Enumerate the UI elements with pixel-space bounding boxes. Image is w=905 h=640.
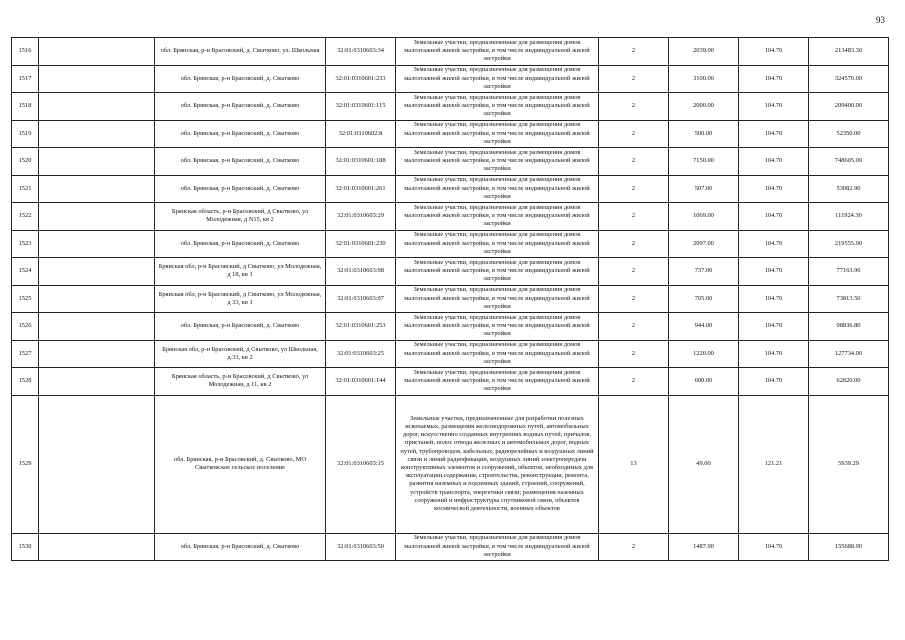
rate-cell: 104.70 (739, 258, 809, 286)
table-row (12, 65, 889, 93)
blank-cell (39, 203, 155, 231)
table-row (12, 230, 889, 258)
row-number: 1521 (12, 175, 39, 203)
land-use-purpose-cell: Земельные участки, предназначенные для размещения домов малоэтажной жилой застройки, в том числе индивидуальной жилой застройки (396, 285, 599, 313)
cadastral-value-cell: 52350.00 (809, 120, 889, 148)
rate-cell: 121.21 (739, 395, 809, 533)
table-row (12, 395, 889, 533)
table-row (12, 38, 889, 66)
row-number: 1518 (12, 93, 39, 121)
blank-cell (39, 38, 155, 66)
table-row (12, 148, 889, 176)
land-use-purpose-cell: Земельные участки, предназначенные для размещения домов малоэтажной жилой застройки, в том числе индивидуальной жилой застройки (396, 340, 599, 368)
category-cell: 2 (599, 340, 669, 368)
row-number: 1530 (12, 533, 39, 561)
area-cell: 1487.00 (669, 533, 739, 561)
address-cell: обл. Брянская, р-н Брасовский, д. Свытково, ул. Школьная (155, 38, 326, 66)
area-cell: 3100.00 (669, 65, 739, 93)
rate-cell: 104.70 (739, 120, 809, 148)
land-parcels-table (11, 37, 889, 561)
category-cell: 2 (599, 65, 669, 93)
category-cell: 2 (599, 258, 669, 286)
address-cell: обл. Брянская, р-н Брасовский, д. Свытково (155, 120, 326, 148)
rate-cell: 104.70 (739, 38, 809, 66)
area-cell: 2097.00 (669, 230, 739, 258)
category-cell: 2 (599, 368, 669, 396)
area-cell: 2000.00 (669, 93, 739, 121)
cadastral-value-cell: 73813.50 (809, 285, 889, 313)
cadastral-value-cell: 219555.90 (809, 230, 889, 258)
category-cell: 2 (599, 285, 669, 313)
row-number: 1528 (12, 368, 39, 396)
cadastral-number-cell: 32:01:0310601:261 (326, 175, 396, 203)
category-cell: 13 (599, 395, 669, 533)
table-row (12, 120, 889, 148)
address-cell: Брянская обл, р-н Брасовский, д Свытково, ул Школьная, д.33, кв 2 (155, 340, 326, 368)
address-cell: обл. Брянская, р-н Брасовский, д. Свытково (155, 175, 326, 203)
cadastral-number-cell: 32:01:0310603:25 (326, 340, 396, 368)
cadastral-number-cell: 32:01:0310601:253 (326, 313, 396, 341)
blank-cell (39, 175, 155, 203)
cadastral-number-cell: 32:01:0310601:115 (326, 93, 396, 121)
land-use-purpose-cell: Земельные участки, предназначенные для размещения домов малоэтажной жилой застройки, в том числе индивидуальной жилой застройки (396, 65, 599, 93)
table-row (12, 533, 889, 561)
blank-cell (39, 368, 155, 396)
land-use-purpose-cell: Земельные участки, предназначенные для размещения домов малоэтажной жилой застройки, в том числе индивидуальной жилой застройки (396, 175, 599, 203)
blank-cell (39, 313, 155, 341)
land-use-purpose-cell: Земельные участки, предназначенные для размещения домов малоэтажной жилой застройки, в том числе индивидуальной жилой застройки (396, 93, 599, 121)
row-number: 1524 (12, 258, 39, 286)
address-cell: Брянская область, р-н Брасовский, д Свытково, ул Молодежная, д N15, кв 2 (155, 203, 326, 231)
area-cell: 500.00 (669, 120, 739, 148)
table-row (12, 175, 889, 203)
land-use-purpose-cell: Земельные участки, предназначенные для размещения домов малоэтажной жилой застройки, в том числе индивидуальной жилой застройки (396, 148, 599, 176)
land-use-purpose-cell: Земельные участки, предназначенные для размещения домов малоэтажной жилой застройки, в том числе индивидуальной жилой застройки (396, 368, 599, 396)
land-use-purpose-cell: Земельные участки, предназначенные для размещения домов малоэтажной жилой застройки, в том числе индивидуальной жилой застройки (396, 313, 599, 341)
cadastral-value-cell: 748605.00 (809, 148, 889, 176)
row-number: 1519 (12, 120, 39, 148)
cadastral-number-cell: 32:01:0310603:50 (326, 533, 396, 561)
rate-cell: 104.70 (739, 93, 809, 121)
rate-cell: 104.70 (739, 230, 809, 258)
cadastral-value-cell: 53082.90 (809, 175, 889, 203)
blank-cell (39, 285, 155, 313)
table-row (12, 340, 889, 368)
area-cell: 507.00 (669, 175, 739, 203)
address-cell: обл. Брянская, р-н Брасовский, д. Свытково (155, 148, 326, 176)
rate-cell: 104.70 (739, 368, 809, 396)
cadastral-number-cell: 32:01:0310602:8 (326, 120, 396, 148)
land-use-purpose-cell: Земельные участки, предназначенные для размещения домов малоэтажной жилой застройки, в том числе индивидуальной жилой застройки (396, 230, 599, 258)
blank-cell (39, 533, 155, 561)
cadastral-value-cell: 77163.90 (809, 258, 889, 286)
cadastral-value-cell: 5939.29 (809, 395, 889, 533)
blank-cell (39, 230, 155, 258)
table-row (12, 313, 889, 341)
cadastral-number-cell: 32:01:0310601:188 (326, 148, 396, 176)
category-cell: 2 (599, 313, 669, 341)
table-row (12, 93, 889, 121)
cadastral-value-cell: 155688.90 (809, 533, 889, 561)
cadastral-value-cell: 209400.00 (809, 93, 889, 121)
category-cell: 2 (599, 230, 669, 258)
cadastral-number-cell: 32:01:0310603:15 (326, 395, 396, 533)
rate-cell: 104.70 (739, 340, 809, 368)
rate-cell: 104.70 (739, 65, 809, 93)
cadastral-value-cell: 62820.00 (809, 368, 889, 396)
rate-cell: 104.70 (739, 313, 809, 341)
cadastral-number-cell: 32:01:0310603:98 (326, 258, 396, 286)
blank-cell (39, 340, 155, 368)
address-cell: Брянская обл, р-н Брасовский, д Свытково, ул Молодежная, д 33, кв 1 (155, 285, 326, 313)
area-cell: 1220.00 (669, 340, 739, 368)
category-cell: 2 (599, 93, 669, 121)
category-cell: 2 (599, 148, 669, 176)
blank-cell (39, 65, 155, 93)
address-cell: обл. Брянская, р-н Брасовский, д. Свытково (155, 93, 326, 121)
address-cell: обл. Брянская, р-н Брасовский, д. Свытково (155, 313, 326, 341)
cadastral-value-cell: 127734.00 (809, 340, 889, 368)
land-use-purpose-cell: Земельные участки, предназначенные для размещения домов малоэтажной жилой застройки, в том числе индивидуальной жилой застройки (396, 533, 599, 561)
land-use-purpose-cell: Земельные участки, предназначенные для размещения домов малоэтажной жилой застройки, в том числе индивидуальной жилой застройки (396, 258, 599, 286)
area-cell: 2039.00 (669, 38, 739, 66)
cadastral-value-cell: 111924.30 (809, 203, 889, 231)
row-number: 1523 (12, 230, 39, 258)
rate-cell: 104.70 (739, 175, 809, 203)
category-cell: 2 (599, 38, 669, 66)
category-cell: 2 (599, 120, 669, 148)
row-number: 1529 (12, 395, 39, 533)
land-use-purpose-cell: Земельные участки, предназначенные для размещения домов малоэтажной жилой застройки, в том числе индивидуальной жилой застройки (396, 203, 599, 231)
area-cell: 705.00 (669, 285, 739, 313)
rate-cell: 104.70 (739, 285, 809, 313)
category-cell: 2 (599, 533, 669, 561)
cadastral-value-cell: 324570.00 (809, 65, 889, 93)
address-cell: обл. Брянская, р-н Брасовский, д. Свытково (155, 65, 326, 93)
area-cell: 7150.00 (669, 148, 739, 176)
address-cell: обл. Брянская, р-н Брасовский, д. Свытково, МО Свытковское сельское поселение (155, 395, 326, 533)
row-number: 1517 (12, 65, 39, 93)
cadastral-value-cell: 98836.80 (809, 313, 889, 341)
address-cell: обл. Брянская, р-н Брасовский, д. Свытково (155, 230, 326, 258)
rate-cell: 104.70 (739, 203, 809, 231)
category-cell: 2 (599, 175, 669, 203)
row-number: 1525 (12, 285, 39, 313)
area-cell: 1069.00 (669, 203, 739, 231)
table-row (12, 203, 889, 231)
area-cell: 49.00 (669, 395, 739, 533)
cadastral-number-cell: 32:01:0310603:34 (326, 38, 396, 66)
cadastral-number-cell: 32:01:0310601:230 (326, 230, 396, 258)
row-number: 1520 (12, 148, 39, 176)
address-cell: Брянская область, р-н Брасовский, д Свытково, ул Молодежная, д 11, кв 2 (155, 368, 326, 396)
table-row (12, 285, 889, 313)
address-cell: Брянская обл, р-н Брасовский, д Свытково, ул Молодежная, д 18, кв 1 (155, 258, 326, 286)
table-row (12, 258, 889, 286)
cadastral-number-cell: 32:01:0310603:29 (326, 203, 396, 231)
cadastral-number-cell: 32:01:0310601:144 (326, 368, 396, 396)
land-use-purpose-cell: Земельные участки, предназначенные для размещения домов малоэтажной жилой застройки, в том числе индивидуальной жилой застройки (396, 120, 599, 148)
row-number: 1516 (12, 38, 39, 66)
blank-cell (39, 120, 155, 148)
category-cell: 2 (599, 203, 669, 231)
area-cell: 944.00 (669, 313, 739, 341)
cadastral-number-cell: 32:01:0310603:97 (326, 285, 396, 313)
land-use-purpose-cell: Земельные участки, предназначенные для разработки полезных ископаемых, размещения железнодорожных путей, автомобильных дорог, искусственно созданных внутренних водных путей, причалов, пристаней, полос отвода железных и автомобильных дорог, водных путей, трубопроводов, кабельных, радиорелейных и воздушных линий связи и линий радиофикации, воздушных линий электропередачи конструктивных элементов и сооружений, объектов, необходимых для эксплуатации,содержания, строительства, реконструкции, ремонта, развития наземных и подземных зданий, строений, сооружений, устройств транспорта, энергетики связи; размещения наземных сооружений и инфраструктуры спутниковой связи, объектов космической деятельности, военных объектов (396, 395, 599, 533)
cadastral-number-cell: 32:01:0310601:233 (326, 65, 396, 93)
blank-cell (39, 258, 155, 286)
land-use-purpose-cell: Земельные участки, предназначенные для размещения домов малоэтажной жилой застройки, в том числе индивидуальной жилой застройки (396, 38, 599, 66)
blank-cell (39, 93, 155, 121)
blank-cell (39, 148, 155, 176)
area-cell: 600.00 (669, 368, 739, 396)
cadastral-value-cell: 213483.30 (809, 38, 889, 66)
rate-cell: 104.70 (739, 533, 809, 561)
table-row (12, 368, 889, 396)
rate-cell: 104.70 (739, 148, 809, 176)
table-body (12, 38, 889, 561)
address-cell: обл. Брянская, р-н Брасовский, д. Свытково (155, 533, 326, 561)
blank-cell (39, 395, 155, 533)
area-cell: 737.00 (669, 258, 739, 286)
row-number: 1527 (12, 340, 39, 368)
row-number: 1522 (12, 203, 39, 231)
page-number: 93 (876, 15, 885, 25)
row-number: 1526 (12, 313, 39, 341)
